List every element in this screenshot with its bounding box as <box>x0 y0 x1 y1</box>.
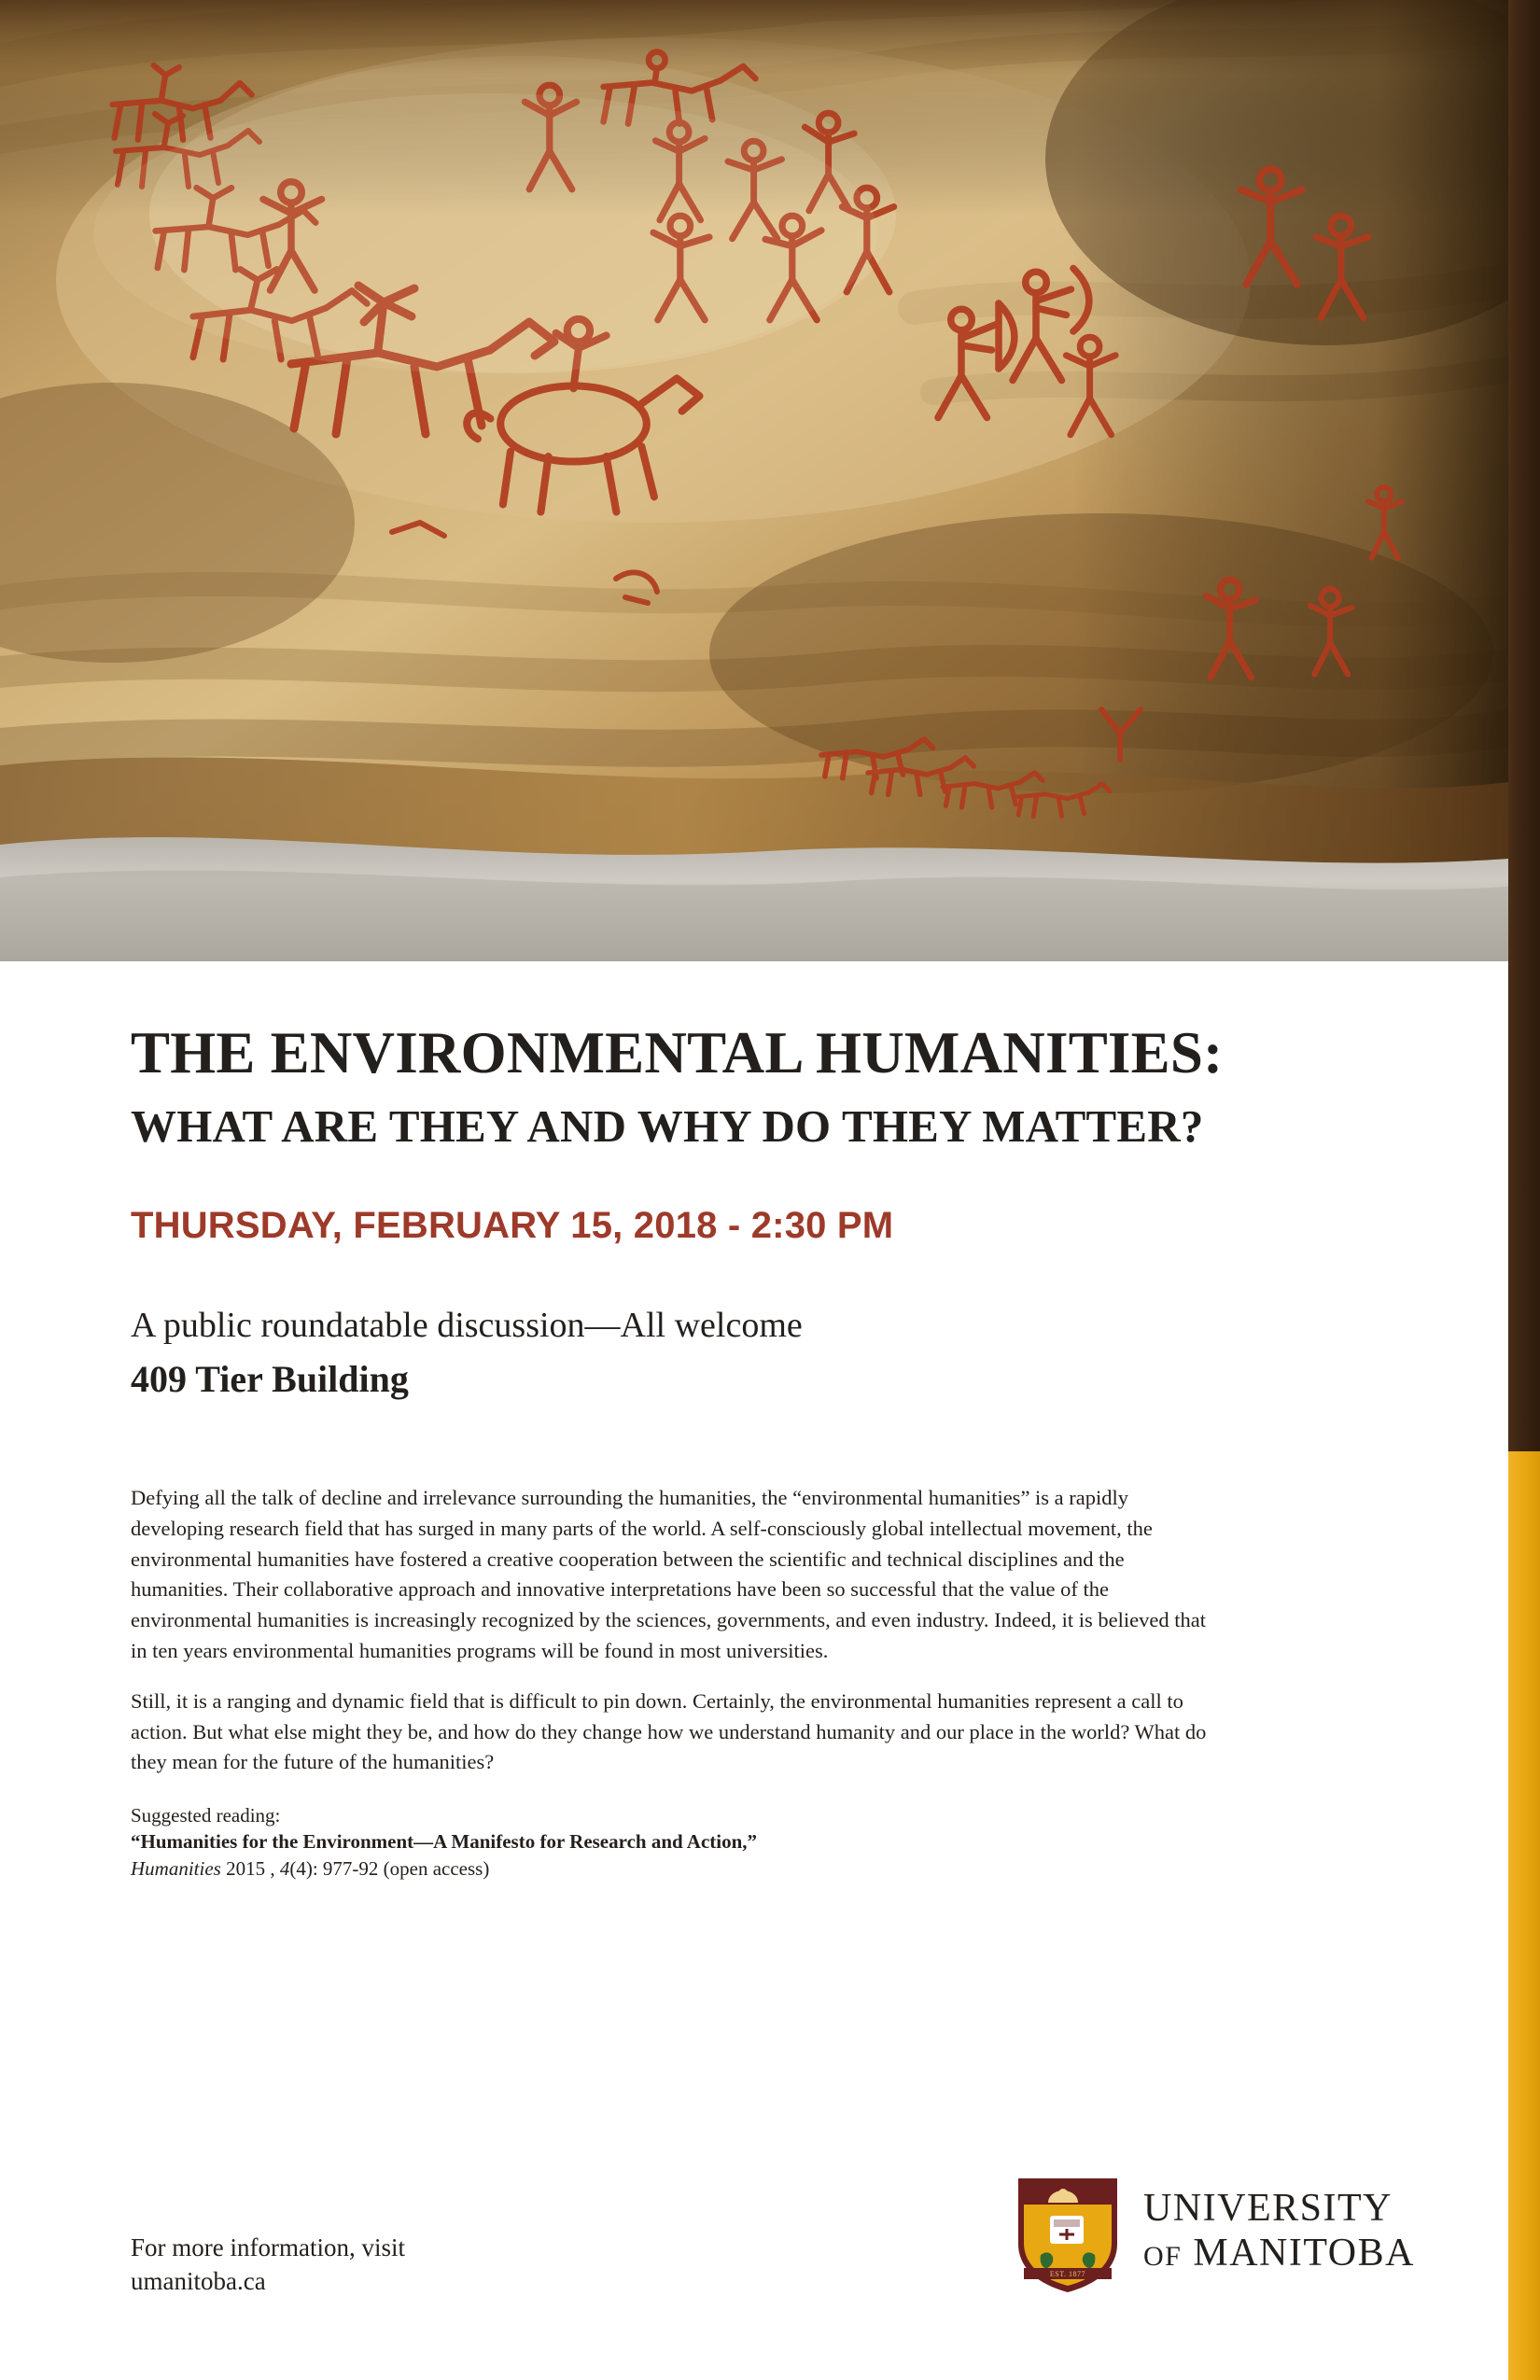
wordmark-university: UNIVERSITY <box>1143 2187 1393 2230</box>
wordmark-manitoba: MANITOBA <box>1193 2232 1415 2275</box>
crest-icon <box>1013 2175 1123 2294</box>
wordmark <box>1143 2188 1415 2274</box>
hero-image <box>0 0 1508 961</box>
university-logo <box>1013 2175 1423 2301</box>
event-location: 409 Tier Building <box>131 1358 409 1401</box>
citation-rest-a: 2015 , <box>226 1856 280 1880</box>
wordmark-manitoba-line <box>1143 2233 1415 2274</box>
suggested-reading-title: “Humanities for the Environment—A Manifesto for Research and Action,” <box>131 1830 758 1854</box>
title-tail: WHAT ARE THEY AND WHY DO THEY MATTER? <box>131 1099 1204 1152</box>
suggested-reading-label: Suggested reading: <box>131 1804 281 1827</box>
wordmark-of: OF <box>1143 2241 1183 2273</box>
edge-strip-gold <box>1508 1451 1540 2380</box>
footer-website[interactable]: umanitoba.ca <box>131 2267 266 2296</box>
poster-content <box>0 961 1508 1882</box>
citation-volume: 4 <box>279 1856 290 1880</box>
paragraph-2: Still, it is a ranging and dynamic field that is difficult to pin down. Certainly, the environmental humanities represent a call to action. But what else might they be, and how do they change how we understand humanity and our place in the world? What do they mean for the future of the humanities? <box>131 1689 1207 1774</box>
page-title <box>131 1019 1344 1156</box>
footer-line-1: For more information, visit <box>131 2233 405 2261</box>
edge-strip-dark <box>1508 0 1540 1451</box>
description-body <box>131 1483 1209 1778</box>
rock-art-illustration <box>0 0 1508 961</box>
suggested-reading <box>131 1802 1209 1882</box>
citation-rest-b: (4): 977-92 (open access) <box>289 1856 490 1880</box>
event-datetime: THURSDAY, FEBRUARY 15, 2018 - 2:30 PM <box>131 1205 894 1247</box>
title-lead: THE ENVIRONMENTAL HUMANITIES: <box>131 1020 1224 1085</box>
footer-info <box>131 2231 405 2299</box>
event-subtitle: A public roundatable discussion—All welcome <box>131 1306 803 1346</box>
citation-journal: Humanities <box>131 1856 221 1880</box>
svg-text:EST. 1877: EST. 1877 <box>1049 2270 1086 2278</box>
suggested-reading-citation <box>131 1855 1209 1882</box>
paragraph-1: Defying all the talk of decline and irrelevance surrounding the humanities, the “environmental humanities” is a rapidly developing research field that has surged in many parts of the world. A self-consciously global intellectual movement, the environmental humanities have fostered a creative cooperation between the scientific and technical disciplines and the humanities. Their collaborative approach and innovative interpretations have been so successful that the value of the environmental humanities is increasingly recognized by the sciences, governments, and even industry. Indeed, it is believed that in ten years environmental humanities programs will be found in most universities. <box>131 1486 1206 1662</box>
